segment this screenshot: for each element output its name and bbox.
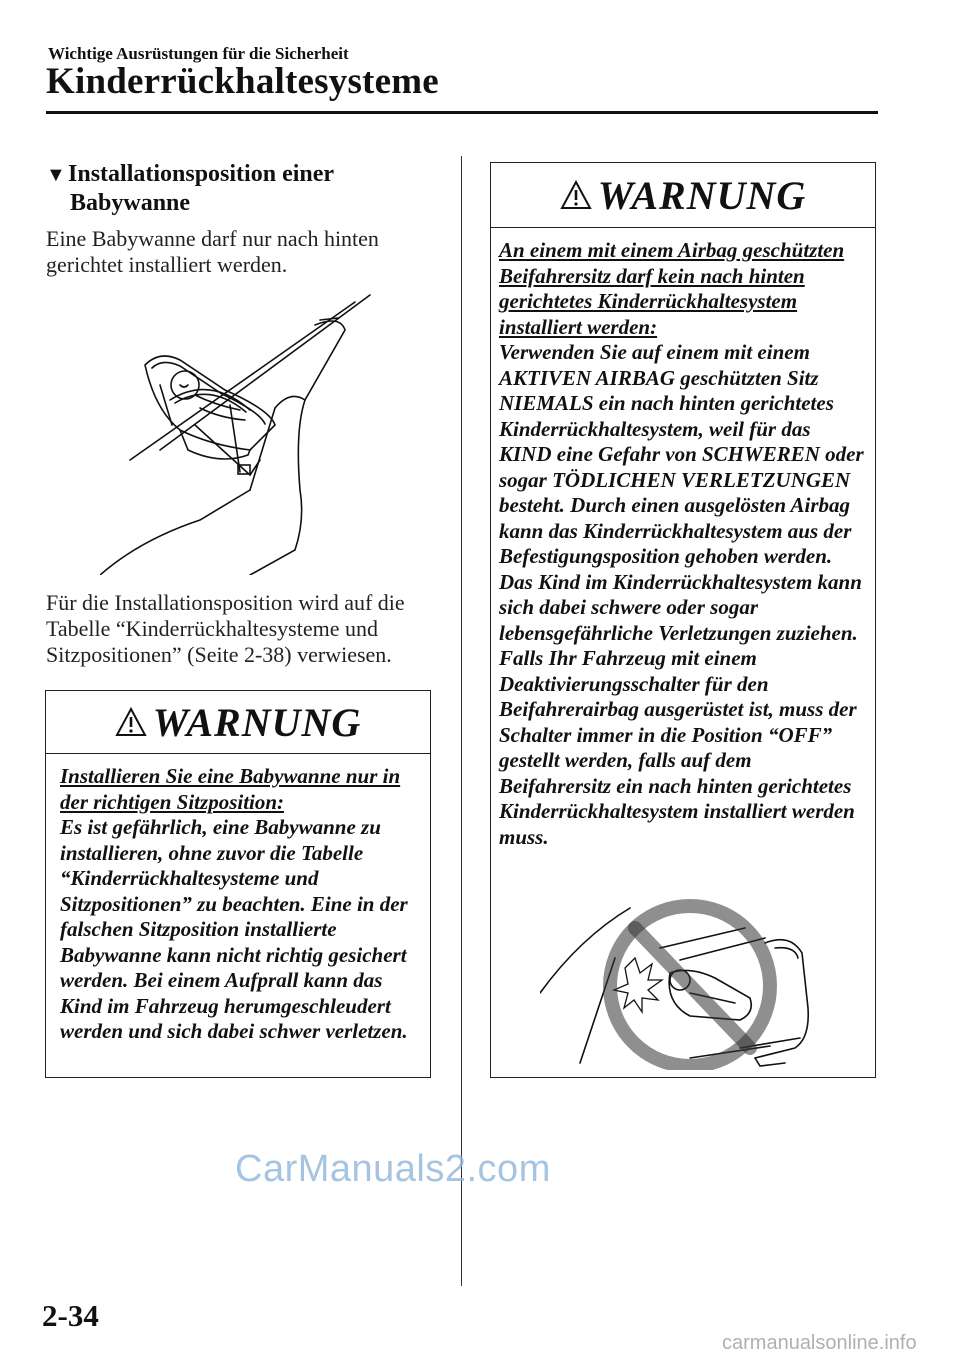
watermark-text: CarManuals2.com xyxy=(235,1148,551,1190)
intro-paragraph: Eine Babywanne darf nur nach hinten gerichtet installiert werden. xyxy=(46,226,379,277)
warning-box-bassinet xyxy=(45,690,431,1078)
warning-lead: An einem mit einem Airbag geschützten Beifahrersitz darf kein nach hinten gerichtetes Kinderrückhaltesystem installiert werden: xyxy=(499,238,845,339)
warning-triangle-icon xyxy=(560,180,592,210)
page-title: Kinderrückhaltesysteme xyxy=(46,61,439,102)
section-heading-line1: Installationsposition einer xyxy=(68,161,335,187)
column-divider xyxy=(461,156,462,1286)
warning-text xyxy=(491,228,875,850)
footer-site-mark: carmanualsonline.info xyxy=(722,1332,917,1354)
warning-triangle-icon xyxy=(115,707,147,737)
warning-text xyxy=(46,754,430,1045)
warning-heading: WARNUNG xyxy=(597,172,807,218)
triangle-down-icon: ▼ xyxy=(46,164,66,186)
title-rule xyxy=(46,111,878,114)
warning-heading: WARNUNG xyxy=(152,699,362,745)
airbag-prohibited-illustration xyxy=(540,898,840,1070)
section-heading xyxy=(46,160,446,217)
warning-header xyxy=(46,691,430,754)
position-reference-paragraph: Für die Installationsposition wird auf die Tabelle “Kinderrückhaltesysteme und Sitzpositionen” (Seite 2-38) verwiesen. xyxy=(46,590,405,667)
bassinet-illustration xyxy=(100,290,390,575)
warning-lead: Installieren Sie eine Babywanne nur in der richtigen Sitzposition: xyxy=(60,764,401,814)
section-kicker: Wichtige Ausrüstungen für die Sicherheit xyxy=(48,44,349,63)
warning-header xyxy=(491,163,875,228)
page-number: 2-34 xyxy=(42,1298,99,1333)
warning-detail: Es ist gefährlich, eine Babywanne zu installieren, ohne zuvor die Tabelle “Kinderrückhaltesysteme und Sitzpositionen” zu beachten. Eine in der falschen Sitzposition installierte Babywanne kann nicht richtig gesichert werden. Bei einem Aufprall kann das Kind im Fahrzeug herumgeschleudert werden und sich dabei schwer verletzen. xyxy=(60,815,408,1043)
section-heading-line2: Babywanne xyxy=(70,190,191,216)
warning-detail: Verwenden Sie auf einem mit einem AKTIVEN AIRBAG geschützten Sitz NIEMALS ein nach hinten gerichtetes Kinderrückhaltesystem, weil für das KIND eine Gefahr von SCHWEREN oder sogar TÖDLICHEN VERLETZUNGEN besteht. Durch einen ausgelösten Airbag kann das Kinderrückhaltesystem aus der Befestigungsposition gehoben werden. Das Kind im Kinderrückhaltesystem kann sich dabei schwere oder sogar lebensgefährliche Verletzungen zuziehen. Falls Ihr Fahrzeug mit einem Deaktivierungsschalter für den Beifahrerairbag ausgerüstet ist, muss der Schalter immer in die Position “OFF” gestellt werden, falls auf dem Beifahrersitz ein nach hinten gerichtetes Kinderrückhaltesystem installiert werden muss. xyxy=(499,340,864,849)
